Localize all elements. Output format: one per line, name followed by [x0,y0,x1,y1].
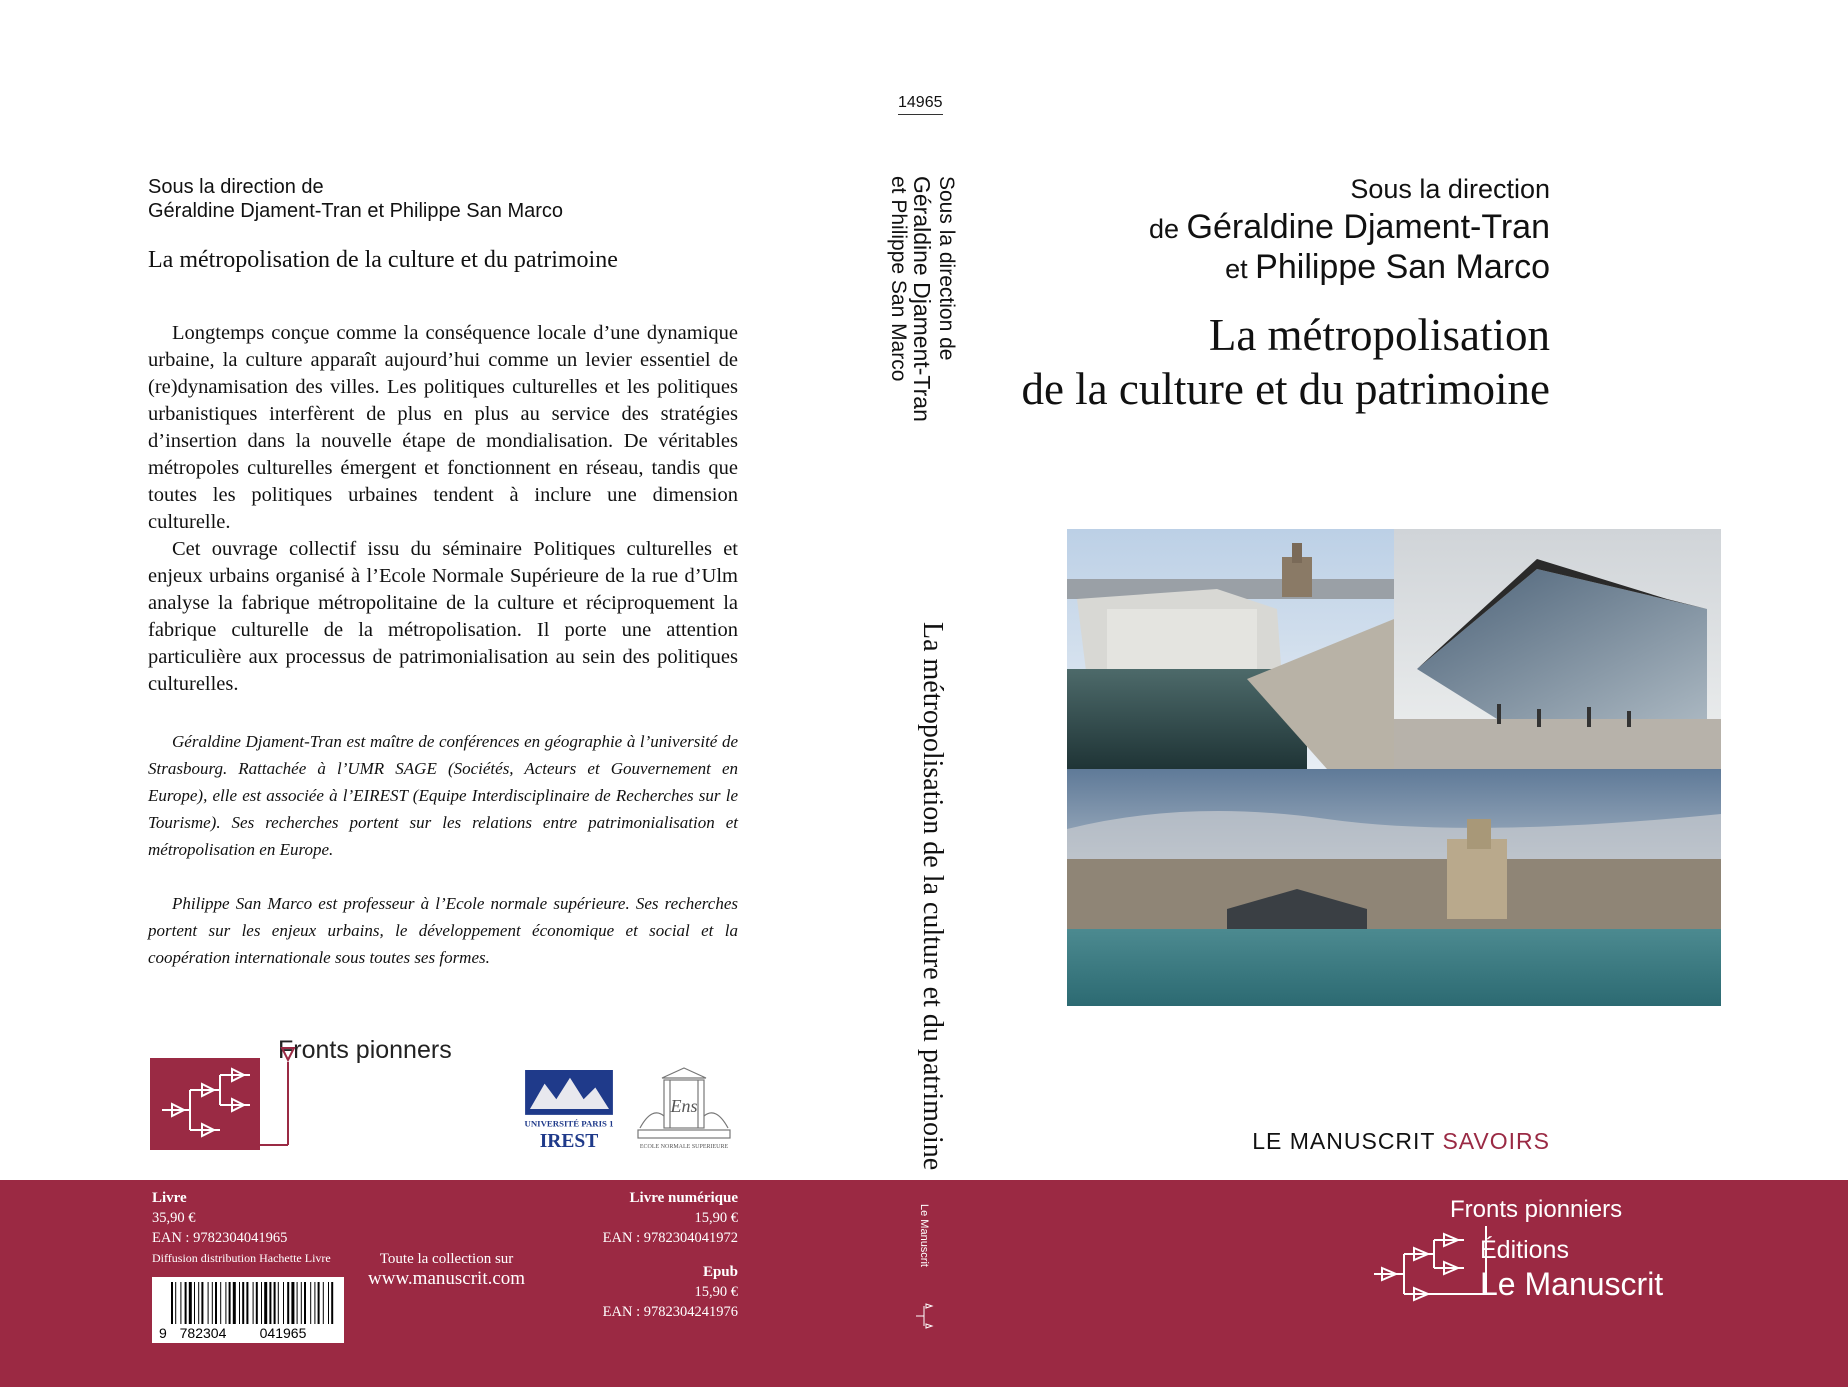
spine-authors-line2: Géraldine Djament-Tran [909,176,935,422]
collection-url[interactable]: www.manuscrit.com [368,1268,526,1289]
ens-logo [632,1066,736,1152]
series-accent: SAVOIRS [1442,1128,1550,1154]
spine-authors [886,176,958,422]
livre-label: Livre [152,1190,187,1206]
editions-label: Éditions [1480,1236,1569,1264]
barcode-digits-left: 782304 [179,1325,227,1341]
ens-label: ECOLE NORMALE SUPERIEURE [639,1144,729,1150]
spine-code: 14965 [898,94,943,115]
barcode-bar [212,1282,213,1324]
livre-price: 35,90 € [152,1210,196,1226]
author-bio-1-text: Géraldine Djament-Tran est maître de conférences en géographie à l’université de Strasbourg. Rattachée à l’UMR SAGE (Sociétés, Acteurs et Gouvernement en Europe), elle est associée à l’EIREST (Equipe Interdisciplinaire de Recherches sur le Tourisme). Ses recherches portent sur les relations entre patrimonialisation et métropolisation en Europe. [148,732,738,859]
barcode-bar [225,1282,226,1324]
barcode-bar [287,1282,289,1324]
photo-villa-mediterranee [1067,529,1394,769]
barcode-bar [301,1282,302,1324]
barcode-bar [318,1282,320,1324]
spine-publisher: Le Manuscrit [918,1204,930,1267]
irest-logo [524,1070,614,1150]
numerique-ean: EAN : 9782304041972 [602,1230,738,1246]
barcode-bar [291,1282,294,1324]
barcode-bar [171,1282,173,1324]
author-bio-2-text: Philippe San Marco est professeur à l’Ecole normale supérieure. Ses recherches portent sur les enjeux urbains, le développement économique et social et la coopération internationale sous toutes ses formes. [148,894,738,967]
author-bio-1 [148,728,738,863]
barcode-bar [175,1282,176,1324]
barcode-bar [328,1282,329,1324]
author-bio-2 [148,890,738,971]
spine-publisher-icon [914,1300,934,1332]
spine-authors-line3: et Philippe San Marco [887,176,910,382]
epub-price: 15,90 € [694,1284,738,1300]
front-title-line1: La métropolisation [1208,310,1550,360]
front-author-1: Géraldine Djament-Tran [1186,208,1550,246]
barcode-bar [304,1282,306,1324]
barcode-bar [283,1282,284,1324]
epub-label: Epub [702,1264,738,1280]
barcode-bar [256,1282,258,1324]
irest-label: IREST [539,1131,599,1150]
barcode-bar [208,1282,209,1324]
series-logo-label: Fronts pionners [278,1036,452,1064]
front-authors [1149,170,1550,288]
series-main: LE MANUSCRIT [1252,1128,1436,1154]
barcode-bar [264,1282,267,1324]
barcode-bar [269,1282,271,1324]
editions-name: Le Manuscrit [1480,1266,1664,1302]
print-price-block [152,1188,331,1268]
front-authors-line1: Sous la direction [1350,174,1550,204]
editions-series: Fronts pionniers [1450,1196,1623,1223]
spine-title: La métropolisation de la culture et du patrimoine [917,622,948,1171]
livre-ean: EAN : 9782304041965 [152,1230,288,1246]
back-summary [148,320,738,698]
barcode-bar [261,1282,262,1324]
photo-mucem [1394,529,1721,769]
collection-block [368,1251,525,1290]
barcode-bar [201,1282,203,1324]
front-title-line2: de la culture et du patrimoine [1021,364,1550,414]
summary-paragraph-2: Cet ouvrage collectif issu du séminaire Politiques culturelles et enjeux urbains organisé à l’Ecole Normale Supérieure de la rue d’Ulm analyse la fabrique métropolitaine de la culture et réciproquement la fabrique culturelle de la métropolisation. Il porte une attention particulière aux processus de patrimonialisation au sein des politiques culturelles. [148,538,738,695]
barcode-bar [198,1282,199,1324]
barcode-bar [194,1282,195,1324]
barcode-bar [246,1282,248,1324]
front-author-2: Philippe San Marco [1255,248,1550,286]
barcode-digits-right: 041965 [259,1325,307,1341]
summary-paragraph-1: Longtemps conçue comme la conséquence locale d’une dynamique urbaine, la culture apparaît aujourd’hui comme un levier essentiel de (re)dynamisation des villes. Les politiques culturelles et les politiques urbanistiques interfèrent de plus en plus au service des stratégies d’insertion dans la nouvelle étape de mondialisation. De véritables métropoles culturelles émergent et fonctionnent en réseau, tandis que toutes les politiques urbaines tendent à inclure une dimension culturelle. [148,322,738,533]
barcode-bar [220,1282,221,1324]
barcode-bar [278,1282,279,1324]
numerique-label: Livre numérique [629,1190,738,1206]
barcode-bar [189,1282,192,1324]
back-series-line1: Sous la direction de [148,176,324,198]
collection-text: Toute la collection sur [379,1251,514,1267]
back-series-line2: Géraldine Djament-Tran et Philippe San Marco [148,200,564,222]
fronts-pionners-logo [150,1040,300,1152]
digital-price-block [603,1188,738,1322]
barcode-bar [253,1282,254,1324]
front-authors-de: de [1148,214,1180,244]
back-series-credit [148,175,563,223]
barcode-bar [239,1282,240,1324]
epub-ean: EAN : 9782304241976 [602,1304,738,1320]
distribution-text: Diffusion distribution Hachette Livre [152,1251,331,1265]
barcode-bar [314,1282,315,1324]
editions-logo-icon [1368,1218,1496,1310]
isbn-barcode [152,1277,344,1343]
barcode-bar [331,1282,333,1324]
barcode-bar [215,1282,217,1324]
spine-authors-line1: Sous la direction de [935,176,958,361]
barcode-bar [310,1282,311,1324]
cover-photo-collage [1067,529,1721,1006]
front-authors-et: et [1225,254,1248,284]
barcode-bar [180,1282,181,1324]
back-title: La métropolisation de la culture et du patrimoine [148,247,618,273]
front-authors-line3 [1149,248,1550,288]
front-title [1021,308,1550,416]
barcode-bar [229,1282,231,1324]
front-series-label [1252,1128,1550,1155]
irest-university: UNIVERSITÉ PARIS 1 [524,1118,614,1129]
front-authors-line2 [1149,208,1550,248]
numerique-price: 15,90 € [694,1210,738,1226]
barcode-bar [242,1282,244,1324]
ens-mark: Ens [670,1096,698,1116]
photo-marseille-panorama [1067,769,1721,1006]
barcode-bar [185,1282,187,1324]
barcode-bar [297,1282,298,1324]
barcode-bar [323,1282,324,1324]
barcode-bar [233,1282,236,1324]
barcode-bar [274,1282,276,1324]
barcode-digit-prefix: 9 [159,1325,167,1341]
